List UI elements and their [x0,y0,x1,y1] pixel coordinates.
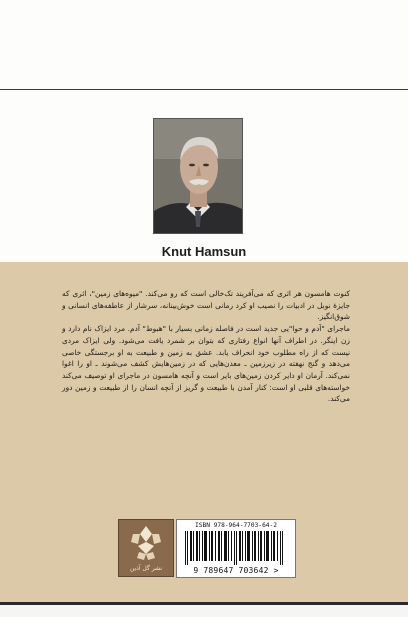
cover-bottom-margin [0,605,408,617]
top-divider-line [0,89,408,90]
publisher-logo [118,519,174,577]
isbn-number: ISBN 978-964-7703-64-2 [195,522,277,529]
publisher-emblem-icon [119,520,173,562]
barcode-digits: 9 789647 703642 > [193,566,279,575]
book-description [62,288,350,405]
author-portrait-image [154,119,242,233]
blurb-paragraph-2: ماجرای "آدم و حوا"یی جدید است در فاصله زمانی بسیار با "هبوط" آدم. مرد ایزاک نام دارد و زن اینگر. در اطراف آنها انواع رفتاری که بتوان بر شمرد یافت می‌شود. ولی ایزاک مردی نیست که از راه مطلوب خود انحراف یابد. عشق به زمین و طبیعت به او برجستگی خاصی می‌دهد و گنج نهفته در زیرزمین ـ معدن‌هایی که در زمین‌هایش کشف می‌شوند ـ او را اغوا نمی‌کند. آرمان او دایر کردن زمین‌های بایر است و آنچه هامسون در ماجرای او توصیف می‌کند خواسته‌های قلبی او است: کنار آمدن با طبیعت و گریز از آنچه انسان را از طبیعت و زمین دور می‌کند. [62,324,350,404]
barcode-block [176,519,296,578]
publisher-name: نشر گل آذین [129,565,163,572]
barcode-icon [183,531,289,565]
blurb-paragraph-1: کنوت هامسون هر اثری که می‌آفریند تک‌خالی است که رو می‌کند. "میوه‌های زمین"، اثری که جایزهٔ نوبل در ادبیات را نصیب او کرد رمانی است خوش‌بینانه، سرشار از عاطفه‌های انسانی و شوق‌انگیز. [62,289,350,322]
author-portrait [153,118,243,234]
author-name: Knut Hamsun [161,244,247,259]
